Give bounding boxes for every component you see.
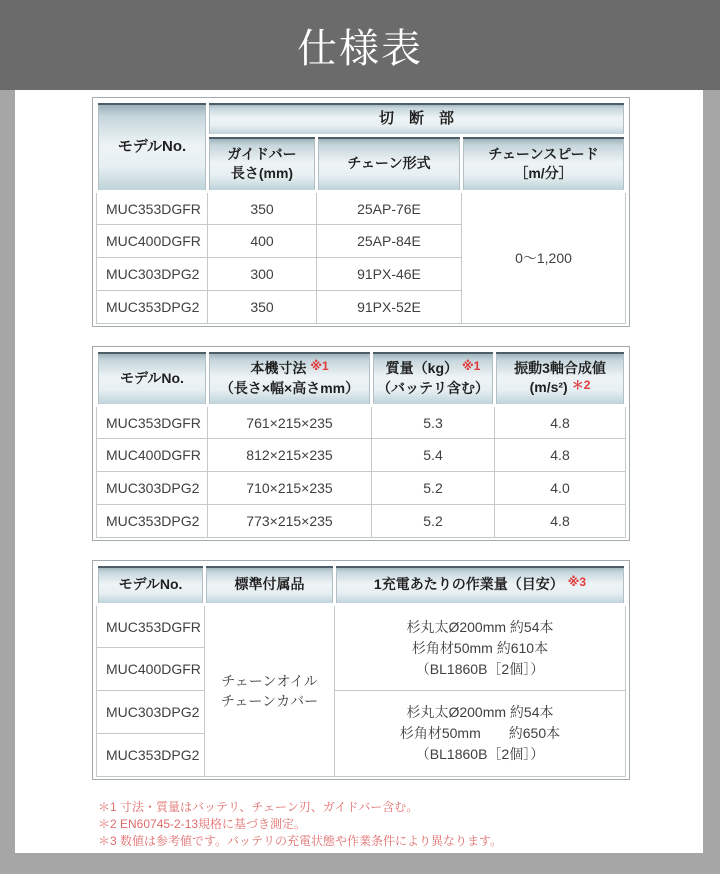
col-header-dimensions (208, 351, 372, 406)
cell-model: MUC303DPG2 (97, 691, 205, 734)
cell-dimensions: 773×215×235 (208, 505, 372, 538)
workload-line: （BL1860B［2個］） (415, 746, 545, 762)
cell-model: MUC353DPG2 (97, 734, 205, 777)
cell-chain-speed: 0〜1,200 (462, 192, 626, 324)
header-line: ガイドバー (227, 145, 297, 162)
table-row (97, 505, 626, 538)
header-line: 長さ(mm) (230, 164, 294, 181)
cell-chain-type: 91PX-46E (317, 258, 462, 291)
footnotes (98, 799, 703, 850)
col-header-model: モデルNo. (97, 565, 205, 605)
col-header-chain-type: チェーン形式 (317, 136, 462, 192)
footnote: ＊1 寸法・質量はバッテリ、チェーン刃、ガイドバー含む。 (98, 800, 419, 814)
cell-workload (335, 605, 626, 691)
ref-marker: ※1 (310, 358, 329, 373)
col-header-vibration (495, 351, 626, 406)
cell-accessories (205, 605, 335, 777)
table-row (97, 605, 626, 648)
cell-dimensions: 761×215×235 (208, 406, 372, 439)
cell-model: MUC303DPG2 (97, 472, 208, 505)
cell-bar-length: 350 (208, 291, 317, 324)
workload-line: 杉角材50mm 約650本 (399, 725, 561, 741)
cell-model: MUC353DPG2 (97, 291, 208, 324)
col-header-accessories: 標準付属品 (205, 565, 335, 605)
cell-dimensions: 812×215×235 (208, 439, 372, 472)
page-title: 仕様表 (297, 26, 423, 71)
footnote: ＊3 数値は参考値です。バッテリの充電状態や作業条件により異なります。 (98, 834, 503, 848)
cell-weight: 5.4 (372, 439, 495, 472)
cell-vibration: 4.8 (495, 505, 626, 538)
col-group-header-cutting: 切 断 部 (208, 102, 626, 136)
accessory-line: チェーンカバー (220, 693, 319, 709)
cutting-spec-table (95, 100, 627, 324)
cell-model: MUC400DGFR (97, 439, 208, 472)
cell-vibration: 4.0 (495, 472, 626, 505)
cutting-spec-table-wrap (92, 97, 630, 327)
header-line: (m/s²) ＊2 (529, 377, 591, 395)
cell-chain-type: 91PX-52E (317, 291, 462, 324)
accessory-spec-table-wrap (92, 560, 630, 780)
cell-weight: 5.2 (372, 505, 495, 538)
cell-bar-length: 350 (208, 192, 317, 225)
header-line: 質量（kg） ※1 (385, 358, 481, 376)
dimension-spec-table-wrap (92, 346, 630, 541)
header-line: チェーンスピード (488, 145, 599, 162)
cell-model: MUC400DGFR (97, 648, 205, 691)
col-header-guidebar-length (208, 136, 317, 192)
dimension-spec-table (95, 349, 627, 538)
cell-vibration: 4.8 (495, 439, 626, 472)
workload-line: （BL1860B［2個］） (415, 660, 545, 677)
content-panel (15, 90, 703, 853)
col-header-workload: 1充電あたりの作業量（目安） ※3 (335, 565, 626, 605)
footnote: ＊2 EN60745-2-13規格に基づき測定。 (98, 817, 307, 831)
table-row (97, 439, 626, 472)
cell-weight: 5.2 (372, 472, 495, 505)
cell-bar-length: 400 (208, 225, 317, 258)
header-line: （長さ×幅×高さmm） (219, 379, 360, 396)
header-row-group (97, 102, 626, 136)
cell-weight: 5.3 (372, 406, 495, 439)
table-row (97, 691, 626, 734)
header-row-columns (97, 351, 626, 406)
col-header-weight (372, 351, 495, 406)
cell-model: MUC303DPG2 (97, 258, 208, 291)
workload-line: 杉丸太Ø200mm 約54本 (406, 704, 554, 720)
header-line: （バッテリ含む） (377, 379, 489, 396)
cell-chain-type: 25AP-84E (317, 225, 462, 258)
col-header-chain-speed (462, 136, 626, 192)
cell-workload (335, 691, 626, 777)
cell-chain-type: 25AP-76E (317, 192, 462, 225)
table-row (97, 192, 626, 225)
header-line: ［m/分］ (514, 164, 573, 181)
cell-model: MUC400DGFR (97, 225, 208, 258)
cell-model: MUC353DGFR (97, 192, 208, 225)
table-row (97, 472, 626, 505)
cell-dimensions: 710×215×235 (208, 472, 372, 505)
workload-line: 杉角材50mm 約610本 (411, 639, 549, 656)
cell-vibration: 4.8 (495, 406, 626, 439)
col-header-model: モデルNo. (97, 102, 208, 192)
header-line: 本機寸法 ※1 (250, 358, 329, 376)
workload-line: 杉丸太Ø200mm 約54本 (406, 618, 554, 635)
cell-model: MUC353DGFR (97, 605, 205, 648)
header-line: 振動3軸合成値 (514, 359, 606, 376)
col-header-model: モデルNo. (97, 351, 208, 406)
accessory-spec-table (95, 563, 627, 777)
ref-marker: ※3 (567, 574, 587, 589)
title-bar (0, 0, 720, 90)
ref-marker: ＊2 (571, 377, 591, 392)
cell-model: MUC353DPG2 (97, 505, 208, 538)
header-row-columns (97, 565, 626, 605)
ref-marker: ※1 (462, 358, 481, 373)
cell-bar-length: 300 (208, 258, 317, 291)
accessory-line: チェーンオイル (221, 673, 318, 689)
cell-model: MUC353DGFR (97, 406, 208, 439)
table-row (97, 406, 626, 439)
